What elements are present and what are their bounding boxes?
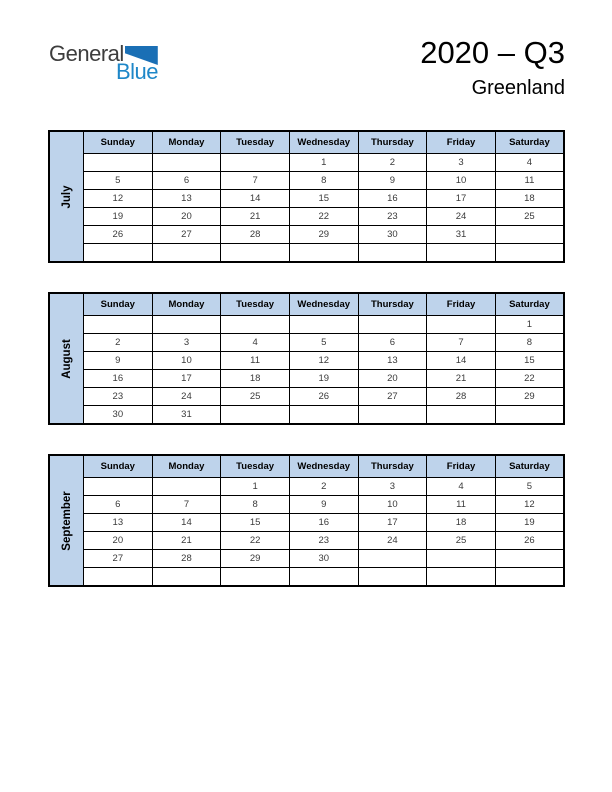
month-label: July — [60, 184, 73, 209]
day-cell: 9 — [84, 352, 153, 370]
empty-day-cell — [221, 568, 290, 587]
empty-day-cell — [427, 568, 496, 587]
month-label-cell — [49, 131, 84, 262]
month-label: August — [60, 338, 73, 379]
empty-day-cell — [152, 316, 221, 334]
day-cell: 26 — [84, 226, 153, 244]
day-cell: 7 — [427, 334, 496, 352]
empty-day-cell — [427, 244, 496, 263]
day-cell: 2 — [358, 154, 427, 172]
week-row — [49, 226, 564, 244]
day-cell: 1 — [221, 478, 290, 496]
weekday-header: Sunday — [84, 293, 153, 316]
empty-day-cell — [427, 316, 496, 334]
empty-day-cell — [289, 316, 358, 334]
week-row — [49, 370, 564, 388]
day-cell: 9 — [358, 172, 427, 190]
month-table-august — [48, 292, 565, 425]
empty-day-cell — [358, 568, 427, 587]
month-table-july — [48, 130, 565, 263]
week-row — [49, 244, 564, 263]
empty-day-cell — [152, 478, 221, 496]
day-cell: 11 — [221, 352, 290, 370]
empty-day-cell — [84, 244, 153, 263]
day-cell: 18 — [495, 190, 564, 208]
week-row — [49, 208, 564, 226]
month-label: September — [60, 490, 73, 551]
day-cell: 2 — [84, 334, 153, 352]
day-cell: 30 — [84, 406, 153, 425]
day-cell: 27 — [152, 226, 221, 244]
weekday-header: Friday — [427, 293, 496, 316]
weekday-header: Monday — [152, 131, 221, 154]
day-cell: 21 — [152, 532, 221, 550]
empty-day-cell — [495, 550, 564, 568]
day-cell: 24 — [152, 388, 221, 406]
day-cell: 26 — [495, 532, 564, 550]
empty-day-cell — [152, 568, 221, 587]
day-cell: 7 — [152, 496, 221, 514]
month-table-september — [48, 454, 565, 587]
day-cell: 13 — [358, 352, 427, 370]
weekday-header: Friday — [427, 131, 496, 154]
day-cell: 1 — [289, 154, 358, 172]
week-row — [49, 352, 564, 370]
day-cell: 29 — [495, 388, 564, 406]
week-row — [49, 406, 564, 425]
day-cell: 3 — [358, 478, 427, 496]
day-cell: 4 — [427, 478, 496, 496]
empty-day-cell — [358, 550, 427, 568]
weekday-header: Thursday — [358, 455, 427, 478]
empty-day-cell — [84, 478, 153, 496]
day-cell: 29 — [289, 226, 358, 244]
week-row — [49, 388, 564, 406]
day-cell: 24 — [427, 208, 496, 226]
day-cell: 15 — [495, 352, 564, 370]
day-cell: 10 — [427, 172, 496, 190]
day-cell: 25 — [221, 388, 290, 406]
week-row — [49, 514, 564, 532]
empty-day-cell — [289, 568, 358, 587]
day-cell: 8 — [495, 334, 564, 352]
empty-day-cell — [495, 226, 564, 244]
day-cell: 19 — [495, 514, 564, 532]
weekday-header: Wednesday — [289, 131, 358, 154]
day-cell: 11 — [427, 496, 496, 514]
day-cell: 22 — [289, 208, 358, 226]
day-cell: 1 — [495, 316, 564, 334]
day-cell: 11 — [495, 172, 564, 190]
week-row — [49, 478, 564, 496]
day-cell: 17 — [152, 370, 221, 388]
day-cell: 9 — [289, 496, 358, 514]
empty-day-cell — [495, 244, 564, 263]
day-cell: 21 — [221, 208, 290, 226]
day-cell: 20 — [152, 208, 221, 226]
day-cell: 4 — [221, 334, 290, 352]
day-cell: 10 — [152, 352, 221, 370]
weekday-header: Tuesday — [221, 455, 290, 478]
empty-day-cell — [84, 316, 153, 334]
weekday-header: Monday — [152, 455, 221, 478]
day-cell: 12 — [495, 496, 564, 514]
day-cell: 27 — [358, 388, 427, 406]
logo-text-general: General — [49, 41, 124, 66]
day-cell: 30 — [358, 226, 427, 244]
day-cell: 12 — [84, 190, 153, 208]
weekday-header: Tuesday — [221, 131, 290, 154]
weekday-header: Thursday — [358, 131, 427, 154]
day-cell: 18 — [427, 514, 496, 532]
day-cell: 20 — [358, 370, 427, 388]
empty-day-cell — [221, 154, 290, 172]
logo-text-blue: Blue — [116, 59, 159, 84]
day-cell: 17 — [358, 514, 427, 532]
day-cell: 6 — [152, 172, 221, 190]
weekday-header: Saturday — [495, 131, 564, 154]
day-cell: 17 — [427, 190, 496, 208]
day-cell: 6 — [84, 496, 153, 514]
day-cell: 3 — [427, 154, 496, 172]
empty-day-cell — [427, 406, 496, 425]
day-cell: 8 — [289, 172, 358, 190]
empty-day-cell — [152, 244, 221, 263]
day-cell: 31 — [427, 226, 496, 244]
header-titles — [420, 34, 565, 101]
day-cell: 6 — [358, 334, 427, 352]
day-cell: 22 — [221, 532, 290, 550]
day-cell: 13 — [84, 514, 153, 532]
day-cell: 5 — [289, 334, 358, 352]
month-label-cell — [49, 293, 84, 424]
day-cell: 28 — [221, 226, 290, 244]
day-cell: 8 — [221, 496, 290, 514]
weekday-header: Thursday — [358, 293, 427, 316]
day-cell: 5 — [84, 172, 153, 190]
weekday-header: Sunday — [84, 131, 153, 154]
day-cell: 14 — [221, 190, 290, 208]
day-cell: 27 — [84, 550, 153, 568]
empty-day-cell — [221, 406, 290, 425]
week-row — [49, 190, 564, 208]
calendar-months — [48, 130, 565, 616]
day-cell: 29 — [221, 550, 290, 568]
week-row — [49, 334, 564, 352]
weekday-header: Wednesday — [289, 455, 358, 478]
day-cell: 25 — [495, 208, 564, 226]
day-cell: 24 — [358, 532, 427, 550]
week-row — [49, 172, 564, 190]
day-cell: 18 — [221, 370, 290, 388]
day-cell: 10 — [358, 496, 427, 514]
day-cell: 14 — [152, 514, 221, 532]
empty-day-cell — [84, 154, 153, 172]
day-cell: 28 — [427, 388, 496, 406]
week-row — [49, 316, 564, 334]
week-row — [49, 154, 564, 172]
day-cell: 19 — [84, 208, 153, 226]
day-cell: 20 — [84, 532, 153, 550]
day-cell: 2 — [289, 478, 358, 496]
empty-day-cell — [289, 406, 358, 425]
empty-day-cell — [358, 406, 427, 425]
day-cell: 28 — [152, 550, 221, 568]
empty-day-cell — [358, 316, 427, 334]
weekday-header: Saturday — [495, 293, 564, 316]
day-cell: 12 — [289, 352, 358, 370]
weekday-header: Wednesday — [289, 293, 358, 316]
empty-day-cell — [495, 406, 564, 425]
day-cell: 13 — [152, 190, 221, 208]
week-row — [49, 532, 564, 550]
day-cell: 30 — [289, 550, 358, 568]
weekday-header: Friday — [427, 455, 496, 478]
empty-day-cell — [495, 568, 564, 587]
empty-day-cell — [427, 550, 496, 568]
weekday-header: Saturday — [495, 455, 564, 478]
month-label-cell — [49, 455, 84, 586]
day-cell: 31 — [152, 406, 221, 425]
day-cell: 16 — [84, 370, 153, 388]
day-cell: 16 — [289, 514, 358, 532]
empty-day-cell — [84, 568, 153, 587]
day-cell: 5 — [495, 478, 564, 496]
day-cell: 4 — [495, 154, 564, 172]
day-cell: 25 — [427, 532, 496, 550]
page-subtitle: Greenland — [471, 77, 565, 99]
day-cell: 23 — [289, 532, 358, 550]
day-cell: 23 — [84, 388, 153, 406]
day-cell: 15 — [221, 514, 290, 532]
empty-day-cell — [221, 316, 290, 334]
day-cell: 26 — [289, 388, 358, 406]
general-blue-logo — [49, 42, 158, 83]
day-cell: 21 — [427, 370, 496, 388]
day-cell: 22 — [495, 370, 564, 388]
empty-day-cell — [358, 244, 427, 263]
weekday-header: Tuesday — [221, 293, 290, 316]
day-cell: 7 — [221, 172, 290, 190]
empty-day-cell — [152, 154, 221, 172]
day-cell: 15 — [289, 190, 358, 208]
week-row — [49, 568, 564, 587]
weekday-header: Monday — [152, 293, 221, 316]
day-cell: 19 — [289, 370, 358, 388]
day-cell: 23 — [358, 208, 427, 226]
week-row — [49, 550, 564, 568]
day-cell: 16 — [358, 190, 427, 208]
page-title: 2020 – Q3 — [420, 35, 565, 70]
week-row — [49, 496, 564, 514]
weekday-header: Sunday — [84, 455, 153, 478]
day-cell: 14 — [427, 352, 496, 370]
empty-day-cell — [221, 244, 290, 263]
day-cell: 3 — [152, 334, 221, 352]
empty-day-cell — [289, 244, 358, 263]
